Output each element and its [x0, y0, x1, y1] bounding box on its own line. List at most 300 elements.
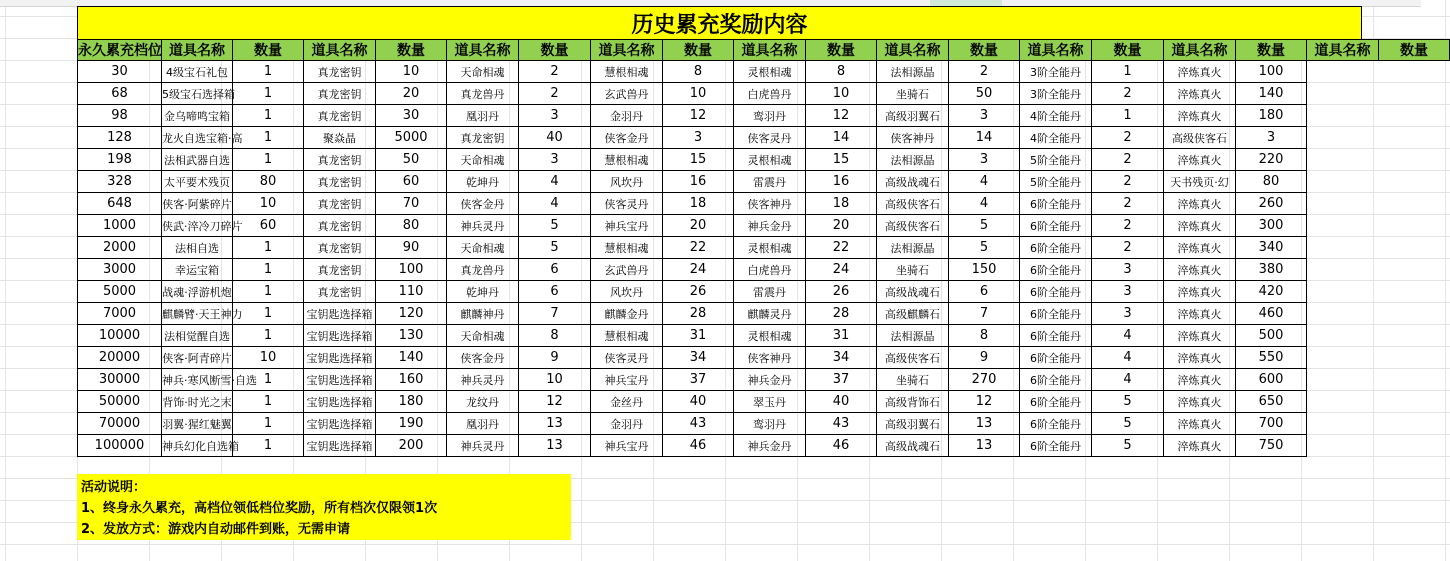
quantity-cell[interactable]: 300 — [1236, 215, 1307, 237]
quantity-cell[interactable]: 46 — [663, 435, 734, 457]
item-name-cell[interactable]: 玄武兽丹 — [591, 259, 663, 281]
item-name-cell[interactable]: 神兵宝丹 — [591, 369, 663, 391]
quantity-cell[interactable]: 1 — [233, 369, 304, 391]
item-name-cell[interactable]: 淬炼真火 — [1164, 325, 1236, 347]
quantity-cell[interactable]: 1 — [233, 303, 304, 325]
header-item-name[interactable]: 道具名称 — [162, 40, 233, 61]
item-name-cell[interactable]: 太平要术残页 — [162, 171, 233, 193]
item-name-cell[interactable]: 天命相魂 — [447, 149, 519, 171]
tier-cell[interactable]: 5000 — [78, 281, 162, 303]
quantity-cell[interactable]: 2 — [519, 83, 591, 105]
item-name-cell[interactable]: 侠客神丹 — [877, 127, 949, 149]
quantity-cell[interactable]: 18 — [663, 193, 734, 215]
item-name-cell[interactable]: 侠客金丹 — [447, 347, 519, 369]
quantity-cell[interactable]: 16 — [663, 171, 734, 193]
item-name-cell[interactable]: 6阶全能丹 — [1020, 259, 1092, 281]
header-item-name[interactable]: 道具名称 — [1164, 40, 1236, 61]
item-name-cell[interactable]: 4阶全能丹 — [1020, 105, 1092, 127]
quantity-cell[interactable]: 2 — [1092, 149, 1164, 171]
quantity-cell[interactable]: 2 — [519, 61, 591, 83]
item-name-cell[interactable]: 侠客神丹 — [734, 347, 806, 369]
quantity-cell[interactable]: 9 — [949, 347, 1020, 369]
item-name-cell[interactable]: 高级背饰石 — [877, 391, 949, 413]
header-item-name[interactable]: 道具名称 — [1020, 40, 1092, 61]
quantity-cell[interactable]: 420 — [1236, 281, 1307, 303]
item-name-cell[interactable]: 淬炼真火 — [1164, 391, 1236, 413]
quantity-cell[interactable]: 12 — [949, 391, 1020, 413]
quantity-cell[interactable]: 110 — [376, 281, 447, 303]
quantity-cell[interactable]: 550 — [1236, 347, 1307, 369]
quantity-cell[interactable]: 750 — [1236, 435, 1307, 457]
quantity-cell[interactable]: 190 — [376, 413, 447, 435]
quantity-cell[interactable]: 43 — [806, 413, 877, 435]
item-name-cell[interactable]: 宝钥匙选择箱 — [304, 413, 376, 435]
item-name-cell[interactable]: 淬炼真火 — [1164, 281, 1236, 303]
quantity-cell[interactable]: 13 — [519, 413, 591, 435]
item-name-cell[interactable]: 宝钥匙选择箱 — [304, 347, 376, 369]
item-name-cell[interactable]: 麒麟神丹 — [447, 303, 519, 325]
quantity-cell[interactable]: 1 — [233, 83, 304, 105]
quantity-cell[interactable]: 5 — [1092, 413, 1164, 435]
quantity-cell[interactable]: 340 — [1236, 237, 1307, 259]
quantity-cell[interactable]: 2 — [949, 61, 1020, 83]
header-item-name[interactable]: 道具名称 — [447, 40, 519, 61]
item-name-cell[interactable]: 风坎丹 — [591, 281, 663, 303]
item-name-cell[interactable]: 法相源晶 — [877, 149, 949, 171]
quantity-cell[interactable]: 14 — [806, 127, 877, 149]
item-name-cell[interactable]: 天书残页·幻 — [1164, 171, 1236, 193]
quantity-cell[interactable]: 1 — [233, 325, 304, 347]
item-name-cell[interactable]: 凰羽丹 — [447, 413, 519, 435]
quantity-cell[interactable]: 3 — [1092, 281, 1164, 303]
header-quantity[interactable]: 数量 — [663, 40, 734, 61]
item-name-cell[interactable]: 神兵宝丹 — [591, 215, 663, 237]
item-name-cell[interactable]: 背饰·时光之末 — [162, 391, 233, 413]
item-name-cell[interactable]: 侠客金丹 — [447, 193, 519, 215]
quantity-cell[interactable]: 3 — [949, 105, 1020, 127]
quantity-cell[interactable]: 4 — [1092, 347, 1164, 369]
item-name-cell[interactable]: 高级侠客石 — [877, 215, 949, 237]
item-name-cell[interactable]: 神兵宝丹 — [591, 435, 663, 457]
item-name-cell[interactable]: 金乌啼鸣宝箱 — [162, 105, 233, 127]
quantity-cell[interactable]: 34 — [806, 347, 877, 369]
quantity-cell[interactable]: 37 — [806, 369, 877, 391]
header-tier[interactable]: 永久累充档位 — [78, 40, 162, 61]
quantity-cell[interactable]: 16 — [806, 171, 877, 193]
quantity-cell[interactable]: 4 — [519, 171, 591, 193]
header-quantity[interactable]: 数量 — [949, 40, 1020, 61]
quantity-cell[interactable]: 150 — [949, 259, 1020, 281]
quantity-cell[interactable]: 3 — [519, 105, 591, 127]
item-name-cell[interactable]: 鸾羽丹 — [734, 105, 806, 127]
item-name-cell[interactable]: 坐骑石 — [877, 83, 949, 105]
quantity-cell[interactable]: 3 — [949, 149, 1020, 171]
quantity-cell[interactable]: 22 — [663, 237, 734, 259]
tier-cell[interactable]: 2000 — [78, 237, 162, 259]
item-name-cell[interactable]: 侠客灵丹 — [734, 127, 806, 149]
quantity-cell[interactable]: 4 — [1092, 325, 1164, 347]
item-name-cell[interactable]: 淬炼真火 — [1164, 215, 1236, 237]
item-name-cell[interactable]: 真龙密钥 — [304, 171, 376, 193]
item-name-cell[interactable]: 灵根相魂 — [734, 237, 806, 259]
quantity-cell[interactable]: 2 — [1092, 193, 1164, 215]
quantity-cell[interactable]: 2 — [1092, 83, 1164, 105]
quantity-cell[interactable]: 380 — [1236, 259, 1307, 281]
header-item-name[interactable]: 道具名称 — [877, 40, 949, 61]
quantity-cell[interactable]: 4 — [519, 193, 591, 215]
item-name-cell[interactable]: 乾坤丹 — [447, 171, 519, 193]
header-item-name[interactable]: 道具名称 — [734, 40, 806, 61]
quantity-cell[interactable]: 31 — [663, 325, 734, 347]
item-name-cell[interactable]: 法相源晶 — [877, 61, 949, 83]
quantity-cell[interactable]: 13 — [949, 413, 1020, 435]
tier-cell[interactable]: 30000 — [78, 369, 162, 391]
item-name-cell[interactable]: 鸾羽丹 — [734, 413, 806, 435]
quantity-cell[interactable]: 80 — [376, 215, 447, 237]
header-item-name[interactable]: 道具名称 — [304, 40, 376, 61]
item-name-cell[interactable]: 翠玉丹 — [734, 391, 806, 413]
item-name-cell[interactable]: 白虎兽丹 — [734, 83, 806, 105]
item-name-cell[interactable]: 侠客神丹 — [734, 193, 806, 215]
item-name-cell[interactable]: 真龙密钥 — [304, 83, 376, 105]
tier-cell[interactable]: 30 — [78, 61, 162, 83]
tier-cell[interactable]: 68 — [78, 83, 162, 105]
quantity-cell[interactable]: 50 — [949, 83, 1020, 105]
item-name-cell[interactable]: 高级羽翼石 — [877, 105, 949, 127]
quantity-cell[interactable]: 10 — [806, 83, 877, 105]
tier-cell[interactable]: 198 — [78, 149, 162, 171]
item-name-cell[interactable]: 真龙兽丹 — [447, 83, 519, 105]
item-name-cell[interactable]: 淬炼真火 — [1164, 369, 1236, 391]
quantity-cell[interactable]: 120 — [376, 303, 447, 325]
item-name-cell[interactable]: 高级侠客石 — [877, 193, 949, 215]
tier-cell[interactable]: 648 — [78, 193, 162, 215]
quantity-cell[interactable]: 6 — [949, 281, 1020, 303]
quantity-cell[interactable]: 5 — [519, 215, 591, 237]
item-name-cell[interactable]: 淬炼真火 — [1164, 413, 1236, 435]
item-name-cell[interactable]: 神兵幻化自选箱 — [162, 435, 233, 457]
item-name-cell[interactable]: 4级宝石礼包 — [162, 61, 233, 83]
quantity-cell[interactable]: 13 — [519, 435, 591, 457]
activity-notes[interactable] — [77, 474, 571, 540]
item-name-cell[interactable]: 坐骑石 — [877, 369, 949, 391]
item-name-cell[interactable]: 高级战魂石 — [877, 281, 949, 303]
quantity-cell[interactable]: 9 — [519, 347, 591, 369]
item-name-cell[interactable]: 淬炼真火 — [1164, 259, 1236, 281]
item-name-cell[interactable]: 真龙密钥 — [304, 281, 376, 303]
tier-cell[interactable]: 10000 — [78, 325, 162, 347]
quantity-cell[interactable]: 220 — [1236, 149, 1307, 171]
quantity-cell[interactable]: 5000 — [376, 127, 447, 149]
item-name-cell[interactable]: 战魂·浮游机炮 — [162, 281, 233, 303]
quantity-cell[interactable]: 40 — [663, 391, 734, 413]
item-name-cell[interactable]: 天命相魂 — [447, 325, 519, 347]
quantity-cell[interactable]: 12 — [519, 391, 591, 413]
item-name-cell[interactable]: 聚焱晶 — [304, 127, 376, 149]
quantity-cell[interactable]: 2 — [1092, 237, 1164, 259]
quantity-cell[interactable]: 10 — [233, 347, 304, 369]
item-name-cell[interactable]: 6阶全能丹 — [1020, 237, 1092, 259]
item-name-cell[interactable]: 雷震丹 — [734, 171, 806, 193]
item-name-cell[interactable]: 天命相魂 — [447, 61, 519, 83]
item-name-cell[interactable]: 龙纹丹 — [447, 391, 519, 413]
quantity-cell[interactable]: 50 — [376, 149, 447, 171]
quantity-cell[interactable]: 5 — [519, 237, 591, 259]
quantity-cell[interactable]: 7 — [949, 303, 1020, 325]
tier-cell[interactable]: 98 — [78, 105, 162, 127]
header-quantity[interactable]: 数量 — [1236, 40, 1307, 61]
item-name-cell[interactable]: 淬炼真火 — [1164, 61, 1236, 83]
quantity-cell[interactable]: 650 — [1236, 391, 1307, 413]
item-name-cell[interactable]: 淬炼真火 — [1164, 105, 1236, 127]
quantity-cell[interactable]: 1 — [1092, 105, 1164, 127]
quantity-cell[interactable]: 28 — [663, 303, 734, 325]
item-name-cell[interactable]: 6阶全能丹 — [1020, 215, 1092, 237]
quantity-cell[interactable]: 13 — [949, 435, 1020, 457]
item-name-cell[interactable]: 慧根相魂 — [591, 149, 663, 171]
quantity-cell[interactable]: 5 — [1092, 435, 1164, 457]
item-name-cell[interactable]: 法相源晶 — [877, 325, 949, 347]
quantity-cell[interactable]: 30 — [376, 105, 447, 127]
item-name-cell[interactable]: 法相武器自选 — [162, 149, 233, 171]
quantity-cell[interactable]: 2 — [1092, 215, 1164, 237]
quantity-cell[interactable]: 8 — [519, 325, 591, 347]
item-name-cell[interactable]: 高级战魂石 — [877, 435, 949, 457]
item-name-cell[interactable]: 神兵灵丹 — [447, 369, 519, 391]
quantity-cell[interactable]: 1 — [233, 61, 304, 83]
tier-cell[interactable]: 128 — [78, 127, 162, 149]
item-name-cell[interactable]: 金羽丹 — [591, 413, 663, 435]
quantity-cell[interactable]: 1 — [233, 435, 304, 457]
quantity-cell[interactable]: 500 — [1236, 325, 1307, 347]
quantity-cell[interactable]: 700 — [1236, 413, 1307, 435]
quantity-cell[interactable]: 40 — [519, 127, 591, 149]
quantity-cell[interactable]: 20 — [806, 215, 877, 237]
quantity-cell[interactable]: 18 — [806, 193, 877, 215]
item-name-cell[interactable]: 5级宝石选择箱 — [162, 83, 233, 105]
header-item-name[interactable]: 道具名称 — [1307, 40, 1379, 61]
item-name-cell[interactable]: 侠武·淬冷刀碎片 — [162, 215, 233, 237]
quantity-cell[interactable]: 12 — [663, 105, 734, 127]
item-name-cell[interactable]: 真龙密钥 — [304, 193, 376, 215]
quantity-cell[interactable]: 5 — [949, 237, 1020, 259]
quantity-cell[interactable]: 8 — [806, 61, 877, 83]
item-name-cell[interactable]: 6阶全能丹 — [1020, 435, 1092, 457]
tier-cell[interactable]: 3000 — [78, 259, 162, 281]
item-name-cell[interactable]: 神兵金丹 — [734, 215, 806, 237]
quantity-cell[interactable]: 1 — [1092, 61, 1164, 83]
header-quantity[interactable]: 数量 — [376, 40, 447, 61]
item-name-cell[interactable]: 坐骑石 — [877, 259, 949, 281]
quantity-cell[interactable]: 200 — [376, 435, 447, 457]
item-name-cell[interactable]: 神兵灵丹 — [447, 215, 519, 237]
item-name-cell[interactable]: 灵根相魂 — [734, 325, 806, 347]
item-name-cell[interactable]: 羽翼·猩红魅翼 — [162, 413, 233, 435]
quantity-cell[interactable]: 5 — [949, 215, 1020, 237]
item-name-cell[interactable]: 宝钥匙选择箱 — [304, 325, 376, 347]
item-name-cell[interactable]: 真龙密钥 — [304, 259, 376, 281]
item-name-cell[interactable]: 淬炼真火 — [1164, 83, 1236, 105]
item-name-cell[interactable]: 白虎兽丹 — [734, 259, 806, 281]
item-name-cell[interactable]: 慧根相魂 — [591, 237, 663, 259]
quantity-cell[interactable]: 1 — [233, 259, 304, 281]
quantity-cell[interactable]: 460 — [1236, 303, 1307, 325]
item-name-cell[interactable]: 6阶全能丹 — [1020, 303, 1092, 325]
item-name-cell[interactable]: 真龙密钥 — [304, 149, 376, 171]
item-name-cell[interactable]: 侠客灵丹 — [591, 193, 663, 215]
item-name-cell[interactable]: 麒麟灵丹 — [734, 303, 806, 325]
item-name-cell[interactable]: 真龙密钥 — [304, 105, 376, 127]
quantity-cell[interactable]: 3 — [1092, 259, 1164, 281]
header-item-name[interactable]: 道具名称 — [591, 40, 663, 61]
quantity-cell[interactable]: 3 — [663, 127, 734, 149]
tier-cell[interactable]: 1000 — [78, 215, 162, 237]
quantity-cell[interactable]: 7 — [519, 303, 591, 325]
quantity-cell[interactable]: 6 — [519, 259, 591, 281]
quantity-cell[interactable]: 1 — [233, 413, 304, 435]
item-name-cell[interactable]: 天命相魂 — [447, 237, 519, 259]
item-name-cell[interactable]: 慧根相魂 — [591, 325, 663, 347]
tier-cell[interactable]: 328 — [78, 171, 162, 193]
item-name-cell[interactable]: 灵根相魂 — [734, 149, 806, 171]
item-name-cell[interactable]: 6阶全能丹 — [1020, 391, 1092, 413]
item-name-cell[interactable]: 法相自选 — [162, 237, 233, 259]
quantity-cell[interactable]: 2 — [1092, 127, 1164, 149]
item-name-cell[interactable]: 真龙密钥 — [304, 215, 376, 237]
header-quantity[interactable]: 数量 — [233, 40, 304, 61]
tier-cell[interactable]: 70000 — [78, 413, 162, 435]
item-name-cell[interactable]: 高级侠客石 — [877, 347, 949, 369]
quantity-cell[interactable]: 270 — [949, 369, 1020, 391]
quantity-cell[interactable]: 22 — [806, 237, 877, 259]
tier-cell[interactable]: 100000 — [78, 435, 162, 457]
item-name-cell[interactable]: 宝钥匙选择箱 — [304, 391, 376, 413]
item-name-cell[interactable]: 宝钥匙选择箱 — [304, 369, 376, 391]
quantity-cell[interactable]: 14 — [949, 127, 1020, 149]
item-name-cell[interactable]: 5阶全能丹 — [1020, 171, 1092, 193]
quantity-cell[interactable]: 5 — [1092, 391, 1164, 413]
quantity-cell[interactable]: 31 — [806, 325, 877, 347]
item-name-cell[interactable]: 金丝丹 — [591, 391, 663, 413]
tier-cell[interactable]: 7000 — [78, 303, 162, 325]
quantity-cell[interactable]: 8 — [949, 325, 1020, 347]
quantity-cell[interactable]: 100 — [1236, 61, 1307, 83]
quantity-cell[interactable]: 4 — [949, 193, 1020, 215]
item-name-cell[interactable]: 宝钥匙选择箱 — [304, 303, 376, 325]
item-name-cell[interactable]: 高级战魂石 — [877, 171, 949, 193]
quantity-cell[interactable]: 1 — [233, 149, 304, 171]
item-name-cell[interactable]: 6阶全能丹 — [1020, 413, 1092, 435]
item-name-cell[interactable]: 神兵金丹 — [734, 369, 806, 391]
item-name-cell[interactable]: 雷震丹 — [734, 281, 806, 303]
quantity-cell[interactable]: 4 — [949, 171, 1020, 193]
quantity-cell[interactable]: 15 — [663, 149, 734, 171]
sheet-title[interactable]: 历史累充奖励内容 — [77, 6, 1362, 39]
item-name-cell[interactable]: 玄武兽丹 — [591, 83, 663, 105]
quantity-cell[interactable]: 140 — [1236, 83, 1307, 105]
quantity-cell[interactable]: 34 — [663, 347, 734, 369]
item-name-cell[interactable]: 金羽丹 — [591, 105, 663, 127]
quantity-cell[interactable]: 60 — [233, 215, 304, 237]
item-name-cell[interactable]: 高级侠客石 — [1164, 127, 1236, 149]
item-name-cell[interactable]: 风坎丹 — [591, 171, 663, 193]
quantity-cell[interactable]: 43 — [663, 413, 734, 435]
item-name-cell[interactable]: 6阶全能丹 — [1020, 193, 1092, 215]
item-name-cell[interactable]: 麒麟臂·天王神力 — [162, 303, 233, 325]
quantity-cell[interactable]: 80 — [233, 171, 304, 193]
item-name-cell[interactable]: 3阶全能丹 — [1020, 83, 1092, 105]
quantity-cell[interactable]: 10 — [376, 61, 447, 83]
quantity-cell[interactable]: 130 — [376, 325, 447, 347]
quantity-cell[interactable]: 140 — [376, 347, 447, 369]
item-name-cell[interactable]: 淬炼真火 — [1164, 303, 1236, 325]
item-name-cell[interactable]: 5阶全能丹 — [1020, 149, 1092, 171]
quantity-cell[interactable]: 3 — [519, 149, 591, 171]
quantity-cell[interactable]: 24 — [806, 259, 877, 281]
item-name-cell[interactable]: 高级羽翼石 — [877, 413, 949, 435]
item-name-cell[interactable]: 幸运宝箱 — [162, 259, 233, 281]
item-name-cell[interactable]: 神兵·寒风断雪·自选 — [162, 369, 233, 391]
quantity-cell[interactable]: 90 — [376, 237, 447, 259]
quantity-cell[interactable]: 12 — [806, 105, 877, 127]
quantity-cell[interactable]: 28 — [806, 303, 877, 325]
item-name-cell[interactable]: 乾坤丹 — [447, 281, 519, 303]
header-quantity[interactable]: 数量 — [806, 40, 877, 61]
quantity-cell[interactable]: 8 — [663, 61, 734, 83]
quantity-cell[interactable]: 100 — [376, 259, 447, 281]
quantity-cell[interactable]: 1 — [233, 391, 304, 413]
item-name-cell[interactable]: 6阶全能丹 — [1020, 369, 1092, 391]
item-name-cell[interactable]: 慧根相魂 — [591, 61, 663, 83]
quantity-cell[interactable]: 10 — [519, 369, 591, 391]
tier-cell[interactable]: 20000 — [78, 347, 162, 369]
item-name-cell[interactable]: 法相觉醒自选 — [162, 325, 233, 347]
quantity-cell[interactable]: 2 — [1092, 171, 1164, 193]
quantity-cell[interactable]: 3 — [1236, 127, 1307, 149]
tier-cell[interactable]: 50000 — [78, 391, 162, 413]
quantity-cell[interactable]: 24 — [663, 259, 734, 281]
quantity-cell[interactable]: 1 — [233, 281, 304, 303]
quantity-cell[interactable]: 260 — [1236, 193, 1307, 215]
item-name-cell[interactable]: 真龙密钥 — [304, 61, 376, 83]
quantity-cell[interactable]: 10 — [233, 193, 304, 215]
item-name-cell[interactable]: 淬炼真火 — [1164, 237, 1236, 259]
item-name-cell[interactable]: 淬炼真火 — [1164, 149, 1236, 171]
item-name-cell[interactable]: 凰羽丹 — [447, 105, 519, 127]
quantity-cell[interactable]: 1 — [233, 237, 304, 259]
quantity-cell[interactable]: 70 — [376, 193, 447, 215]
quantity-cell[interactable]: 46 — [806, 435, 877, 457]
quantity-cell[interactable]: 37 — [663, 369, 734, 391]
item-name-cell[interactable]: 灵根相魂 — [734, 61, 806, 83]
quantity-cell[interactable]: 180 — [376, 391, 447, 413]
header-quantity[interactable]: 数量 — [519, 40, 591, 61]
quantity-cell[interactable]: 600 — [1236, 369, 1307, 391]
item-name-cell[interactable]: 6阶全能丹 — [1020, 347, 1092, 369]
header-quantity[interactable]: 数量 — [1092, 40, 1164, 61]
item-name-cell[interactable]: 侠客灵丹 — [591, 347, 663, 369]
item-name-cell[interactable]: 侠客金丹 — [591, 127, 663, 149]
item-name-cell[interactable]: 6阶全能丹 — [1020, 325, 1092, 347]
quantity-cell[interactable]: 3 — [1092, 303, 1164, 325]
item-name-cell[interactable]: 侠客·阿青碎片 — [162, 347, 233, 369]
quantity-cell[interactable]: 1 — [233, 127, 304, 149]
quantity-cell[interactable]: 20 — [663, 215, 734, 237]
item-name-cell[interactable]: 麒麟金丹 — [591, 303, 663, 325]
header-quantity[interactable]: 数量 — [1379, 40, 1450, 61]
item-name-cell[interactable]: 宝钥匙选择箱 — [304, 435, 376, 457]
item-name-cell[interactable]: 淬炼真火 — [1164, 193, 1236, 215]
